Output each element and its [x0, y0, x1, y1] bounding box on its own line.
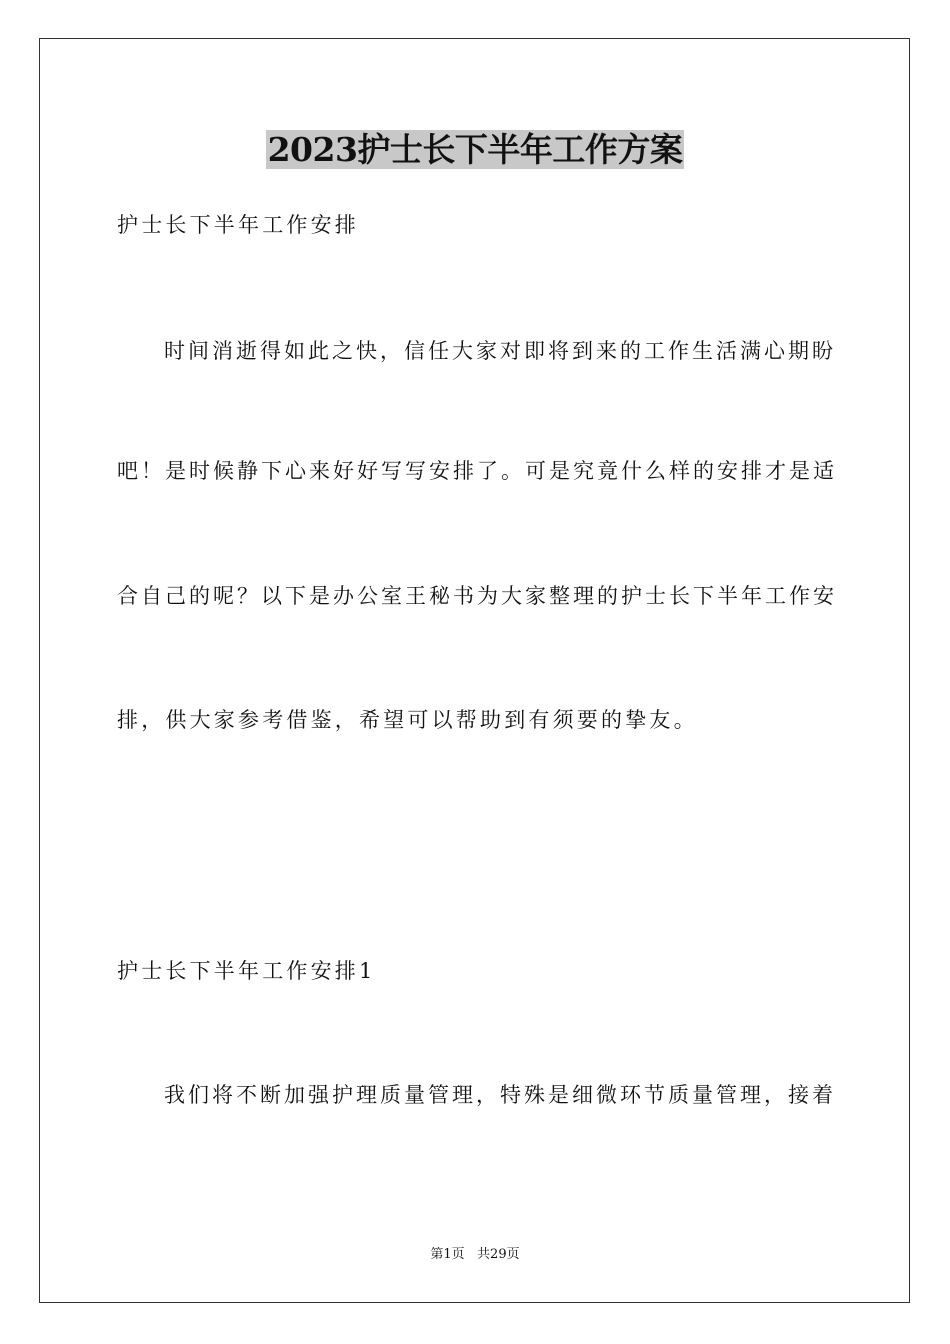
paragraph-line: 合自己的呢？以下是办公室王秘书为大家整理的护士长下半年工作安 — [117, 584, 837, 608]
document-title-text: 2023护士长下半年工作方案 — [267, 130, 683, 169]
document-title — [0, 128, 950, 172]
page-footer: 第1页 共29页 — [430, 1247, 520, 1262]
paragraph-line: 排，供大家参考借鉴，希望可以帮助到有须要的挚友。 — [117, 708, 698, 732]
section-heading: 护士长下半年工作安排 — [117, 213, 359, 237]
section-heading: 护士长下半年工作安排1 — [117, 959, 376, 983]
paragraph-line: 我们将不断加强护理质量管理，特殊是细微环节质量管理，接着 — [164, 1083, 836, 1107]
paragraph-line: 吧！是时候静下心来好好写写安排了。可是究竟什么样的安排才是适 — [117, 459, 837, 483]
paragraph-line: 时间消逝得如此之快，信任大家对即将到来的工作生活满心期盼 — [164, 339, 836, 363]
